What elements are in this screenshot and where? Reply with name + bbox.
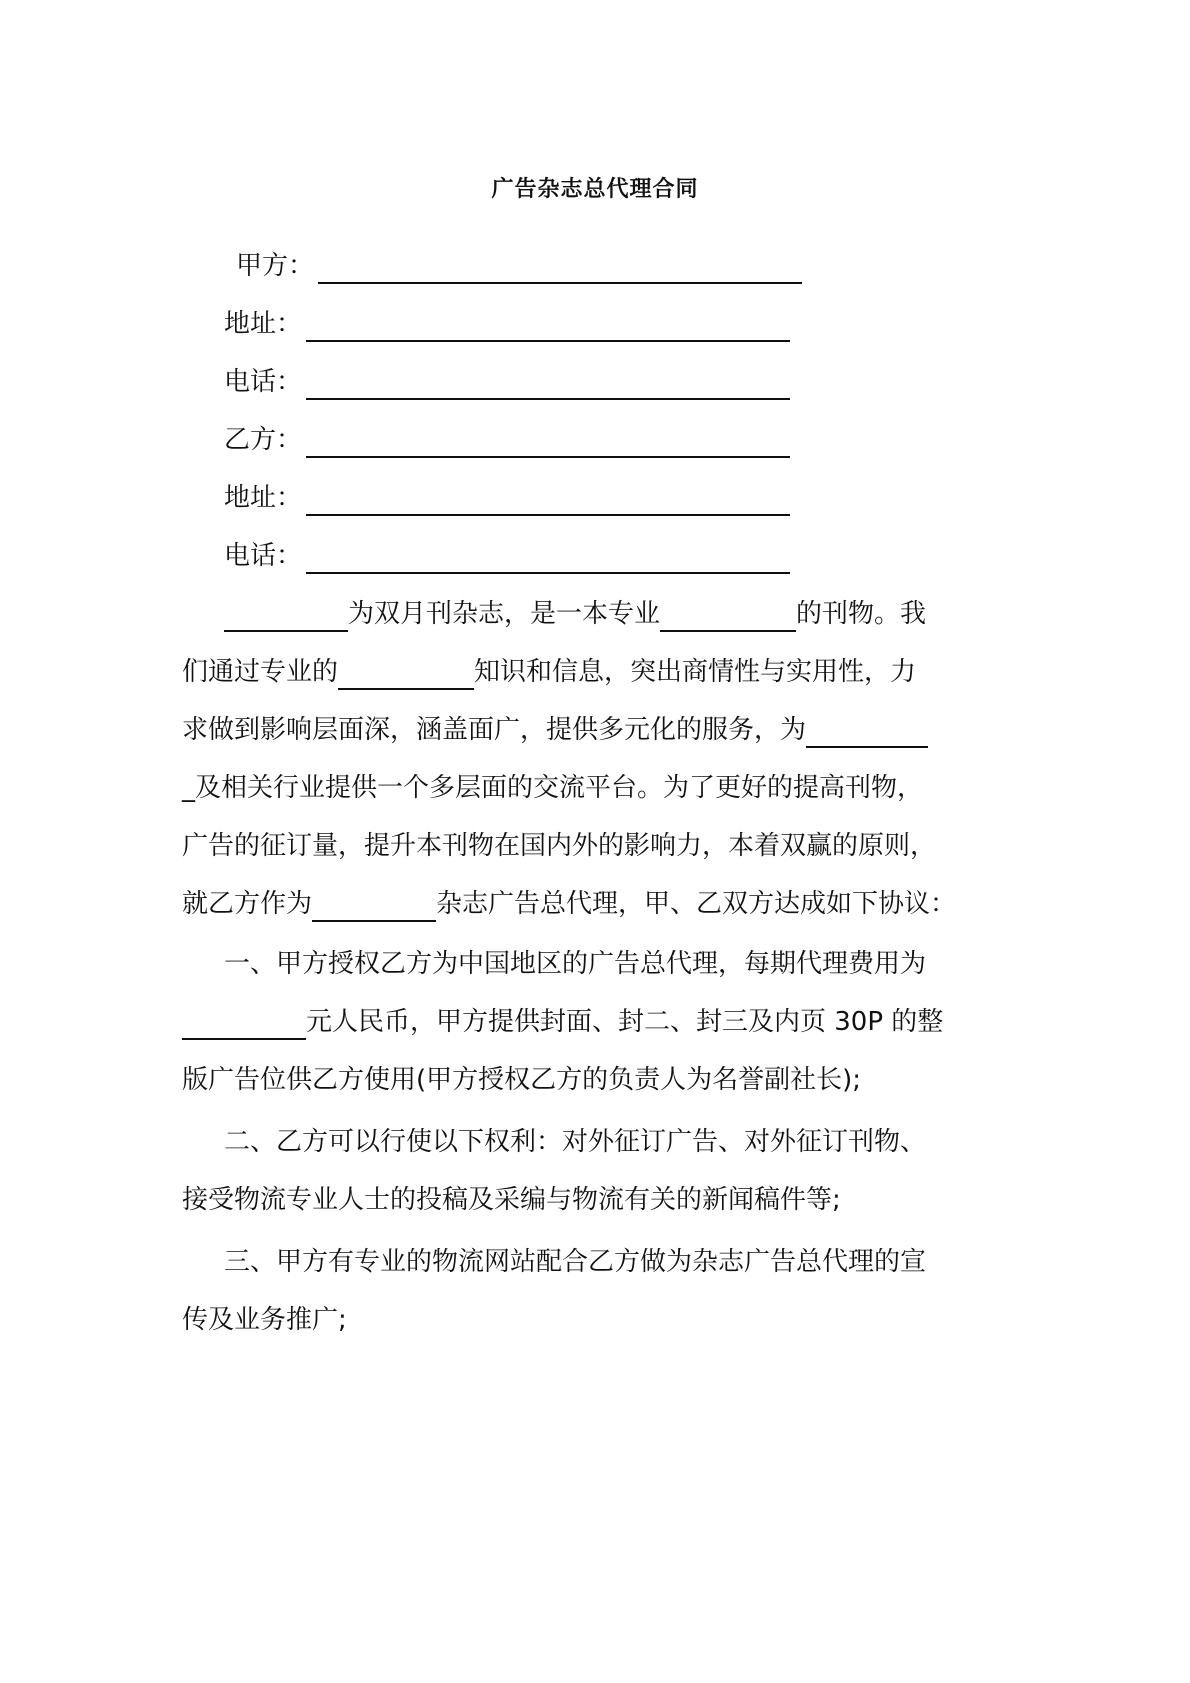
clause-1-text-2: 元人民币，甲方提供封面、封二、封三及内页 30P 的整 (306, 1007, 944, 1037)
party-b-phone-label: 电话： (224, 541, 303, 571)
intro-line-6 (182, 886, 956, 922)
clause-3-text-2: 传及业务推广; (182, 1305, 347, 1335)
magazine-name-blank (224, 604, 348, 632)
intro-line-1 (224, 596, 926, 632)
party-a-phone-blank (306, 372, 790, 400)
clause-2-text-1: 二、乙方可以行使以下权利：对外征订广告、对外征订刊物、 (224, 1127, 927, 1157)
intro-text-4: _及相关行业提供一个多层面的交流平台。为了更好的提高刊物， (182, 773, 924, 803)
intro-text-2a: 们通过专业的 (182, 657, 339, 687)
intro-text-3a: 求做到影响层面深，涵盖面广，提供多元化的服务，为 (182, 715, 807, 745)
field-blank-4 (312, 894, 436, 922)
party-b-address-field (224, 480, 790, 516)
intro-line-3 (182, 712, 928, 748)
party-a-address-blank (306, 314, 790, 342)
clause-1-line-1 (224, 946, 926, 982)
party-a-label: 甲方： (236, 251, 315, 281)
clause-1-text-1: 一、甲方授权乙方为中国地区的广告总代理，每期代理费用为 (224, 949, 927, 979)
party-a-address-label: 地址： (224, 309, 303, 339)
clause-1-line-2 (182, 1004, 943, 1040)
intro-text-6a: 就乙方作为 (182, 889, 313, 919)
party-a-phone-field (224, 364, 790, 400)
field-blank-3 (806, 720, 928, 748)
party-a-phone-label: 电话： (224, 367, 303, 397)
clause-2-line-2 (182, 1182, 841, 1218)
fee-blank (182, 1012, 306, 1040)
party-b-phone-blank (306, 546, 790, 574)
party-a-blank (318, 256, 802, 284)
document-title: 广告杂志总代理合同 (491, 177, 699, 202)
party-b-address-label: 地址： (224, 483, 303, 513)
intro-text-5: 广告的征订量，提升本刊物在国内外的影响力，本着双赢的原则， (182, 831, 937, 861)
party-b-label: 乙方： (224, 425, 303, 455)
clause-1-line-3 (182, 1062, 861, 1098)
clause-3-line-1 (224, 1244, 926, 1280)
clause-1-text-3: 版广告位供乙方使用(甲方授权乙方的负责人为名誉副社长); (182, 1065, 862, 1095)
intro-text-1a: 为双月刊杂志，是一本专业 (348, 599, 661, 629)
intro-line-5 (182, 828, 936, 864)
clause-3-text-1: 三、甲方有专业的物流网站配合乙方做为杂志广告总代理的宣 (224, 1247, 927, 1277)
party-b-blank (306, 430, 790, 458)
party-b-field (224, 422, 790, 458)
clause-2-line-1 (224, 1124, 926, 1160)
party-b-phone-field (224, 538, 790, 574)
clause-3-line-2 (182, 1302, 347, 1338)
intro-text-6b: 杂志广告总代理，甲、乙双方达成如下协议： (436, 889, 957, 919)
intro-text-2b: 知识和信息，突出商情性与实用性，力 (474, 657, 917, 687)
clause-2-text-2: 接受物流专业人士的投稿及采编与物流有关的新闻稿件等; (182, 1185, 841, 1215)
party-a-field (236, 248, 802, 284)
field-blank-1 (660, 604, 796, 632)
intro-line-4 (182, 770, 923, 806)
party-b-address-blank (306, 488, 790, 516)
party-a-address-field (224, 306, 790, 342)
intro-text-1b: 的刊物。我 (796, 599, 927, 629)
field-blank-2 (338, 662, 474, 690)
intro-line-2 (182, 654, 916, 690)
